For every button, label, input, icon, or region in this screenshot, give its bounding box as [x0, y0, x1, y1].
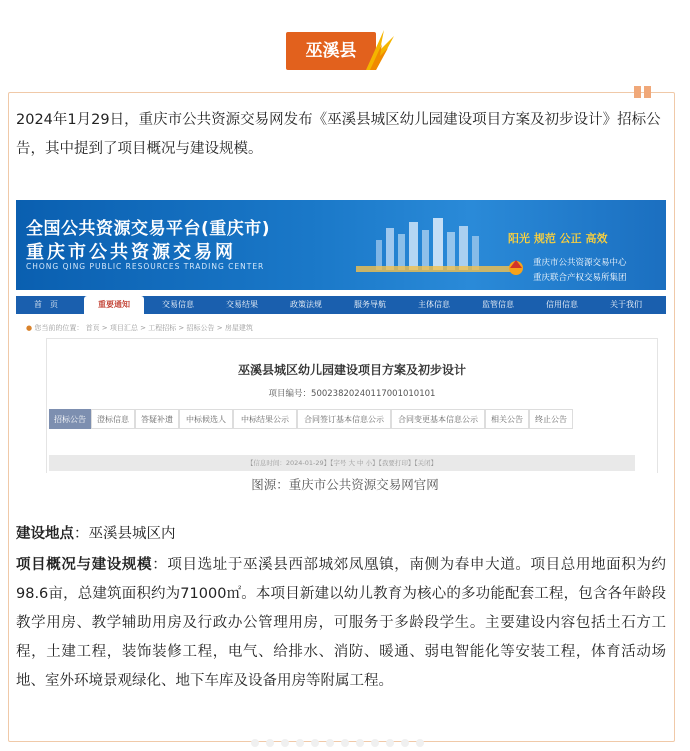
overview-text: ：项目选址于巫溪县西部城郊凤凰镇，南侧为春申大道。项目总用地面积为约98.6亩，总建筑面积约为71000㎡。本项目新建以幼儿教育为核心的多功能配套工程，包含各年龄段教学用房、教学辅助用房及行政办公管理用房，可服务于多龄段学生。主要建设内容包括土石方工程，土建工程，装饰装修工程，电气、给排水、消防、暖通、弱电智能化等安装工程，体育活动场地、室外环境景观绿化、地下车库及设备用房等附属工程。	[16, 557, 667, 689]
banner-slogan: 阳光 规范 公正 高效	[508, 232, 608, 245]
nav-services[interactable]: 服务导航	[354, 300, 386, 309]
banner-org-1: 重庆市公共资源交易中心	[533, 258, 627, 268]
banner-title-2: 重庆市公共资源交易网	[26, 242, 236, 263]
location-label: 建设地点	[16, 526, 74, 542]
nav-about[interactable]: 关于我们	[610, 300, 642, 309]
nav-policy[interactable]: 政策法规	[290, 300, 322, 309]
nav-trade-results[interactable]: 交易结果	[226, 300, 258, 309]
breadcrumb-text: 您当前的位置： 首页 > 项目汇总 > 工程招标 > 招标公告 > 房屋建筑	[34, 324, 253, 332]
info-bar: 【信息时间：2024-01-29】【字号 大 中 小】【我要打印】【关闭】	[49, 455, 635, 471]
notice-panel	[46, 338, 658, 473]
nav-credit[interactable]: 信用信息	[546, 300, 578, 309]
overview-paragraph	[16, 551, 666, 696]
site-banner	[16, 200, 666, 290]
nav-trade-info[interactable]: 交易信息	[162, 300, 194, 309]
bottom-dots-decoration	[250, 738, 440, 748]
tab-contract-change[interactable]: 合同变更基本信息公示	[391, 409, 485, 429]
tab-award-result[interactable]: 中标结果公示	[233, 409, 297, 429]
intro-paragraph: 2024年1月29日，重庆市公共资源交易网发布《巫溪县城区幼儿园建设项目方案及初步设计》招标公告，其中提到了项目概况与建设规模。	[16, 112, 661, 157]
site-nav	[16, 296, 666, 314]
project-number: 项目编号：5002382024011700101010​1	[268, 389, 436, 399]
overview-label: 项目概况与建设规模	[16, 557, 153, 573]
quote-mark-icon	[633, 86, 653, 100]
tab-qa[interactable]: 答疑补遗	[135, 409, 179, 429]
location-line	[16, 520, 666, 549]
nav-supervision[interactable]: 监管信息	[482, 300, 514, 309]
nav-entity[interactable]: 主体信息	[418, 300, 450, 309]
nav-home[interactable]: 首 页	[34, 300, 58, 309]
tab-termination[interactable]: 终止公告	[529, 409, 573, 429]
banner-org-2: 重庆联合产权交易所集团	[533, 273, 627, 283]
banner-title-1: 全国公共资源交易平台(重庆市)	[26, 219, 271, 239]
breadcrumb	[26, 323, 253, 333]
region-badge-label: 巫溪县	[305, 41, 357, 61]
banner-subtitle: CHONG QING PUBLIC RESOURCES TRADING CENTER	[26, 262, 265, 271]
tab-clarification[interactable]: 澄标信息	[91, 409, 135, 429]
nav-notices[interactable]: 重要通知	[84, 296, 144, 314]
location-pin-icon: ●	[26, 324, 33, 332]
project-title: 巫溪县城区幼儿园建设项目方案及初步设计	[237, 363, 466, 377]
location-value: ：巫溪县城区内	[74, 526, 176, 542]
website-screenshot	[16, 200, 666, 472]
flame-decoration-icon	[362, 26, 398, 72]
tab-related[interactable]: 相关公告	[485, 409, 529, 429]
tab-candidates[interactable]: 中标候选人	[179, 409, 233, 429]
tab-contract-signing[interactable]: 合同签订基本信息公示	[297, 409, 391, 429]
image-caption: 图源：重庆市公共资源交易网官网	[251, 477, 439, 492]
tab-tender-notice[interactable]: 招标公告	[49, 409, 91, 429]
